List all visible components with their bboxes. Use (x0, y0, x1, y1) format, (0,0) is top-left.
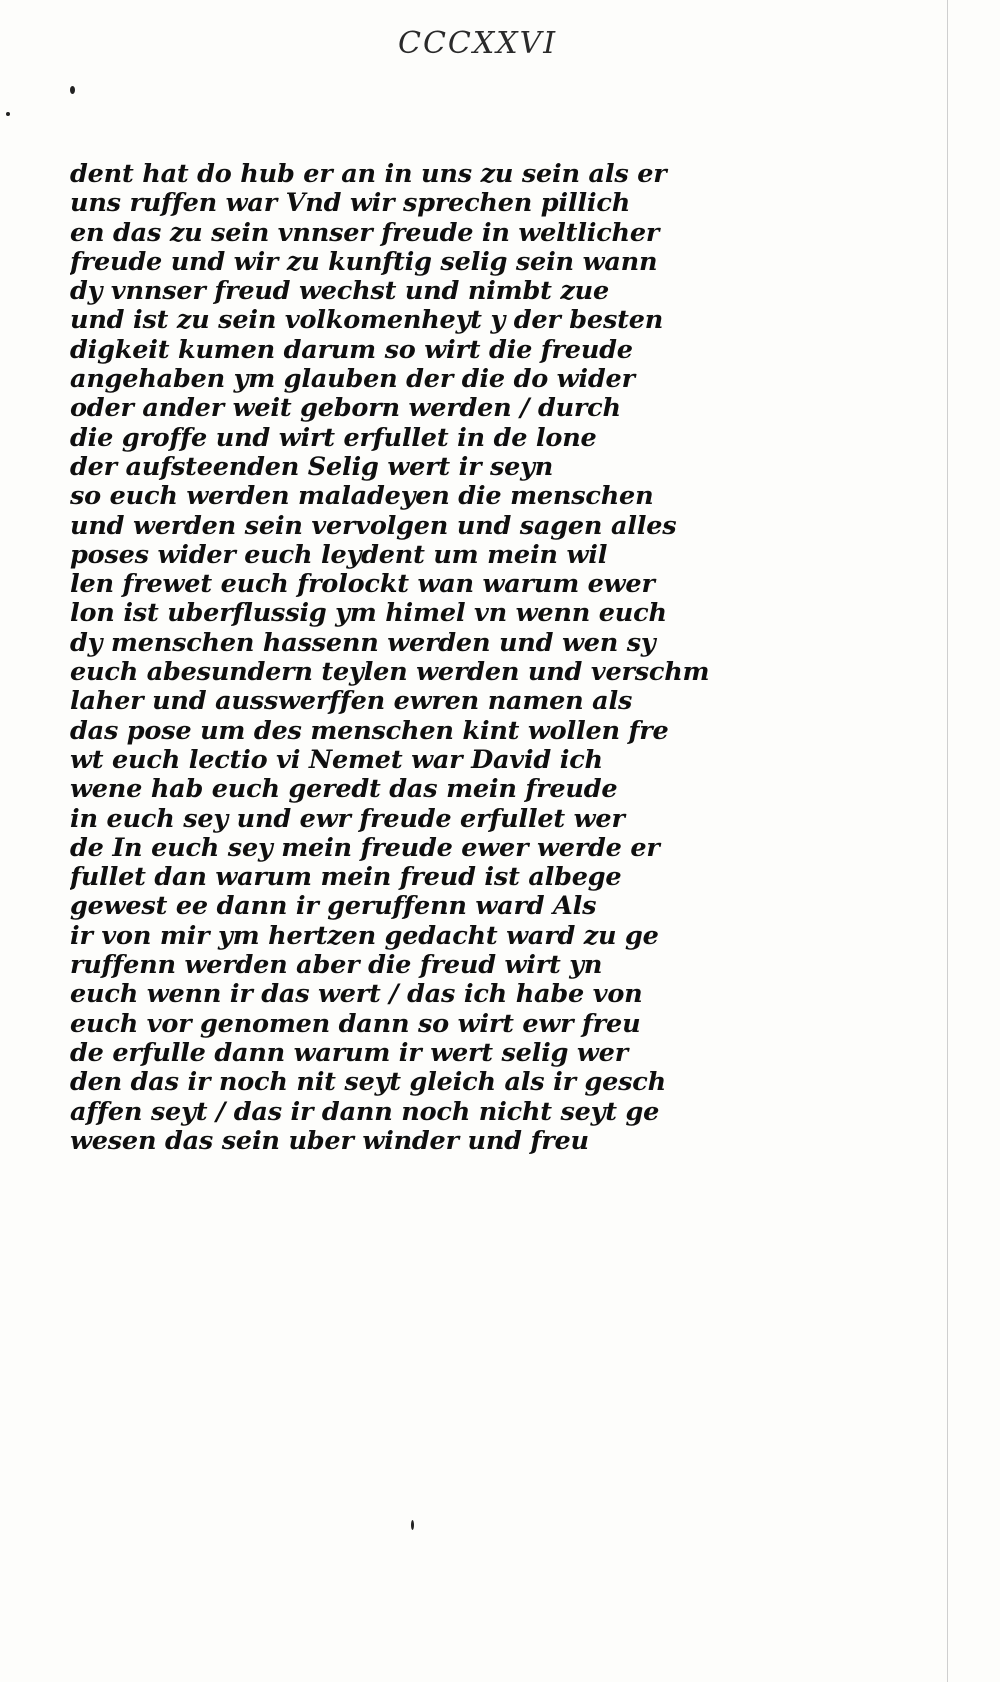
manuscript-line: affen seyt / das ir dann noch nicht seyt ge (70, 1097, 660, 1127)
ink-speck (6, 112, 10, 116)
manuscript-line: wene hab euch geredt das mein freude (70, 775, 618, 805)
manuscript-line: euch vor genomen dann so wirt ewr freu (70, 1009, 641, 1039)
manuscript-line: dent hat do hub er an in uns zu sein als er (70, 160, 667, 189)
folio-number: CCCXXVI (398, 26, 558, 61)
manuscript-line: de erfulle dann warum ir wert selig wer (70, 1038, 628, 1068)
manuscript-line: wt euch lectio vi Nemet war David ich (70, 745, 603, 775)
manuscript-line: euch wenn ir das wert / das ich habe von (70, 980, 643, 1010)
manuscript-line: poses wider euch leydent um mein wil (70, 540, 608, 570)
manuscript-line: euch abesundern teylen werden und verschm (70, 658, 710, 688)
manuscript-line: dy menschen hassenn werden und wen sy (70, 628, 656, 658)
manuscript-line: fullet dan warum mein freud ist albege (70, 863, 622, 893)
manuscript-line: laher und ausswerffen ewren namen als (70, 687, 633, 717)
manuscript-line: oder ander weit geborn werden / durch (70, 394, 621, 424)
manuscript-line: dy vnnser freud wechst und nimbt zue (70, 277, 609, 307)
manuscript-line: gewest ee dann ir geruffenn ward Als (70, 892, 597, 922)
manuscript-line: das pose um des menschen kint wollen fre (70, 716, 669, 746)
manuscript-line: der aufsteenden Selig wert ir seyn (70, 452, 554, 482)
ink-speck (411, 1520, 414, 1530)
manuscript-line: ruffenn werden aber die freud wirt yn (70, 951, 603, 981)
manuscript-line: de In euch sey mein freude ewer werde er (70, 833, 660, 863)
manuscript-line: den das ir noch nit seyt gleich als ir gesch (70, 1068, 666, 1098)
manuscript-line: lon ist uberflussig ym himel vn wenn euch (70, 599, 667, 629)
manuscript-line: so euch werden maladeyen die menschen (70, 482, 654, 512)
manuscript-line: angehaben ym glauben der die do wider (70, 365, 635, 395)
manuscript-line: und ist zu sein volkomenheyt y der besten (70, 306, 664, 336)
manuscript-line: ir von mir ym hertzen gedacht ward zu ge (70, 921, 659, 951)
manuscript-line: und werden sein vervolgen und sagen alles (70, 511, 677, 541)
manuscript-line: digkeit kumen darum so wirt die freude (70, 335, 633, 365)
manuscript-line: die groffe und wirt erfullet in de lone (70, 423, 597, 453)
manuscript-line: len frewet euch frolockt wan warum ewer (70, 570, 655, 600)
page-edge-divider (947, 0, 948, 1682)
manuscript-line: en das zu sein vnnser freude in weltlicher (70, 218, 660, 248)
ink-speck (70, 86, 75, 94)
manuscript-line: freude und wir zu kunftig selig sein wann (70, 247, 658, 277)
manuscript-line: in euch sey und ewr freude erfullet wer (70, 804, 625, 834)
manuscript-text-block (70, 160, 870, 1156)
manuscript-line: wesen das sein uber winder und freu (70, 1126, 589, 1156)
manuscript-line: uns ruffen war Vnd wir sprechen pillich (70, 189, 631, 219)
